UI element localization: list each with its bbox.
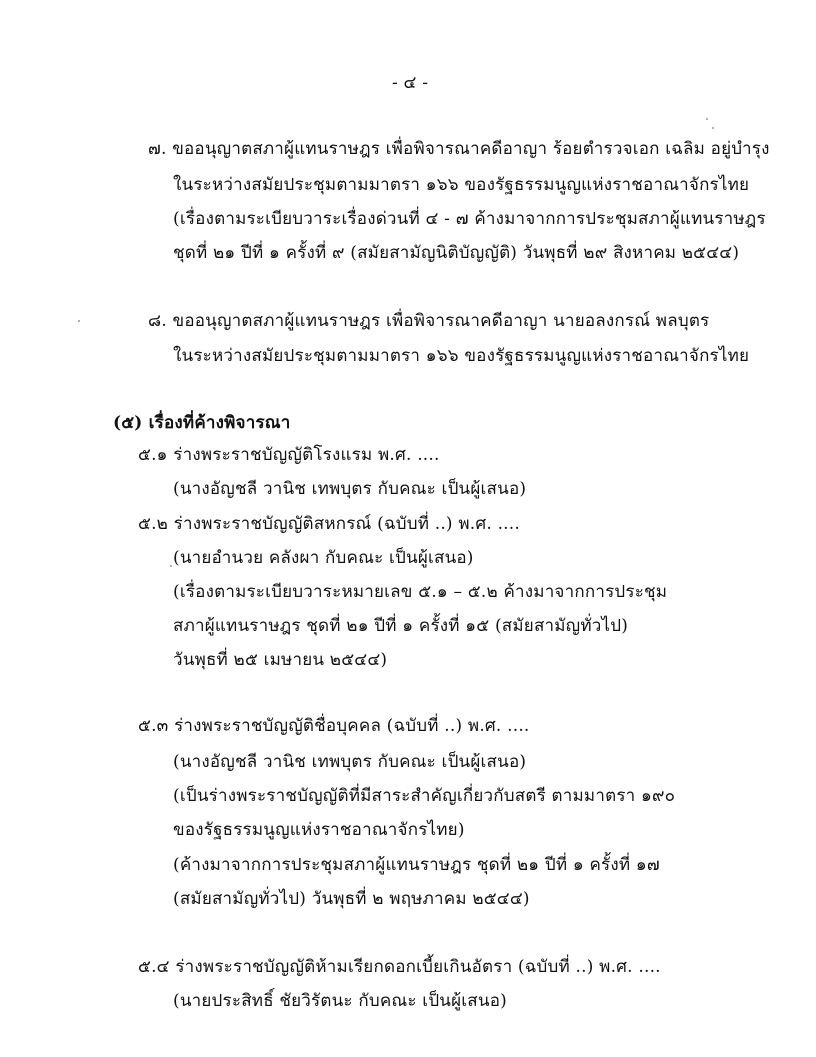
subsection-5-1-title: ๕.๑ ร่างพระราชบัญญัติโรงแรม พ.ศ. .... xyxy=(138,445,440,465)
scan-speck xyxy=(78,320,80,322)
subsection-5-4-proposer: (นายประสิทธิ์ ชัยวิรัตนะ กับคณะ เป็นผู้เสนอ) xyxy=(173,991,507,1011)
subsection-5-2-note-3: วันพุธที่ ๒๕ เมษายน ๒๕๔๔) xyxy=(173,650,388,670)
item-7-line-1: ๗. ขออนุญาตสภาผู้แทนราษฎร เพื่อพิจารณาคดีอาญา ร้อยตำรวจเอก เฉลิม อยู่บำรุง xyxy=(148,139,770,159)
page-number: - ๔ - xyxy=(392,73,429,93)
scan-speck xyxy=(706,118,708,120)
subsection-5-2-note-2: สภาผู้แทนราษฎร ชุดที่ ๒๑ ปีที่ ๑ ครั้งที่ ๑๕ (สมัยสามัญทั่วไป) xyxy=(173,616,629,636)
subsection-5-3-title: ๕.๓ ร่างพระราชบัญญัติชื่อบุคคล (ฉบับที่ ..) พ.ศ. .... xyxy=(138,716,530,736)
item-7-line-2: ในระหว่างสมัยประชุมตามมาตรา ๑๖๖ ของรัฐธรรมนูญแห่งราชอาณาจักรไทย xyxy=(173,175,750,195)
item-8-line-2: ในระหว่างสมัยประชุมตามมาตรา ๑๖๖ ของรัฐธรรมนูญแห่งราชอาณาจักรไทย xyxy=(173,346,750,366)
subsection-5-3-note-4: (สมัยสามัญทั่วไป) วันพุธที่ ๒ พฤษภาคม ๒๕๔๔) xyxy=(173,889,530,909)
subsection-5-2-note-1: (เรื่องตามระเบียบวาระหมายเลข ๕.๑ – ๕.๒ ค้างมาจากการประชุม xyxy=(173,582,668,602)
subsection-5-4-title: ๕.๔ ร่างพระราชบัญญัติห้ามเรียกดอกเบี้ยเกินอัตรา (ฉบับที่ ..) พ.ศ. .... xyxy=(138,957,661,977)
subsection-5-3-note-3: (ค้างมาจากการประชุมสภาผู้แทนราษฎร ชุดที่ ๒๑ ปีที่ ๑ ครั้งที่ ๑๗ xyxy=(173,855,660,875)
scan-speck xyxy=(170,565,172,567)
item-8-line-1: ๘. ขออนุญาตสภาผู้แทนราษฎร เพื่อพิจารณาคดีอาญา นายอลงกรณ์ พลบุตร xyxy=(148,311,710,331)
item-7-line-4: ชุดที่ ๒๑ ปีที่ ๑ ครั้งที่ ๙ (สมัยสามัญนิติบัญญัติ) วันพุธที่ ๒๙ สิงหาคม ๒๕๔๔) xyxy=(173,243,740,263)
subsection-5-3-proposer: (นางอัญชลี วานิช เทพบุตร กับคณะ เป็นผู้เสนอ) xyxy=(173,752,527,772)
subsection-5-3-note-2: ของรัฐธรรมนูญแห่งราชอาณาจักรไทย) xyxy=(173,820,465,840)
subsection-5-1-proposer: (นางอัญชลี วานิช เทพบุตร กับคณะ เป็นผู้เสนอ) xyxy=(173,479,527,499)
section-5-heading: (๕) เรื่องที่ค้างพิจารณา xyxy=(113,413,291,433)
subsection-5-2-proposer: (นายอำนวย คลังผา กับคณะ เป็นผู้เสนอ) xyxy=(173,548,474,568)
scan-speck xyxy=(712,127,714,129)
subsection-5-3-note-1: (เป็นร่างพระราชบัญญัติที่มีสาระสำคัญเกี่ยวกับสตรี ตามมาตรา ๑๙๐ xyxy=(173,786,676,806)
subsection-5-2-title: ๕.๒ ร่างพระราชบัญญัติสหกรณ์ (ฉบับที่ ..) พ.ศ. .... xyxy=(138,514,520,534)
item-7-line-3: (เรื่องตามระเบียบวาระเรื่องด่วนที่ ๔ - ๗ ค้างมาจากการประชุมสภาผู้แทนราษฎร xyxy=(173,209,766,229)
